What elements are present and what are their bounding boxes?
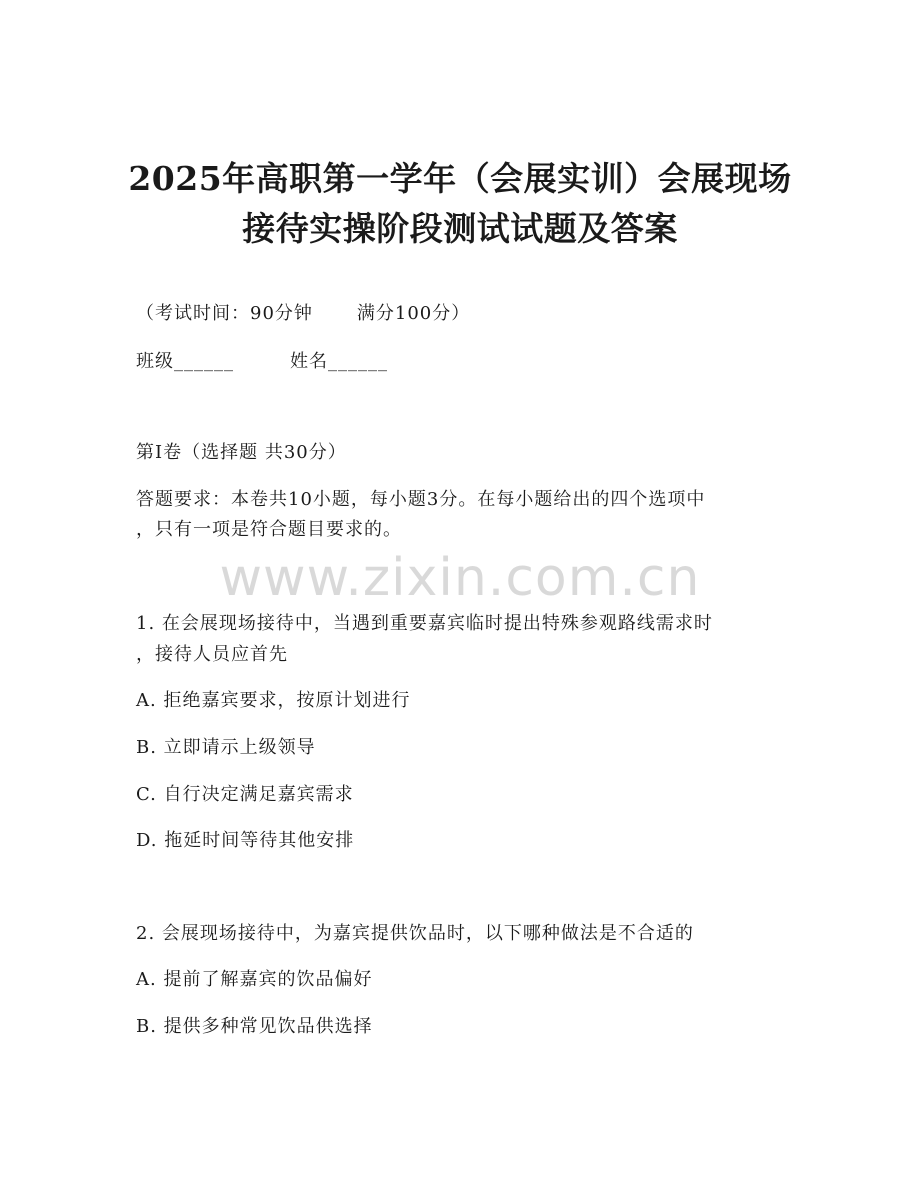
section-heading: 第I卷（选择题 共30分） (136, 442, 347, 463)
question-1-stem-line-1: 1. 在会展现场接待中，当遇到重要嘉宾临时提出特殊参观路线需求时 (136, 613, 713, 634)
question-1-option-a: A. 拒绝嘉宾要求，按原计划进行 (136, 690, 411, 711)
exam-time: （考试时间：90分钟 (136, 303, 313, 324)
question-1-option-c: C. 自行决定满足嘉宾需求 (136, 784, 354, 805)
question-1-option-d: D. 拖延时间等待其他安排 (136, 830, 355, 851)
question-2-option-b: B. 提供多种常见饮品供选择 (136, 1016, 373, 1037)
section-instructions-line-2: ，只有一项是符合题目要求的。 (136, 519, 402, 540)
student-fields (136, 350, 388, 374)
exam-score: 满分100分） (356, 303, 471, 324)
section-instructions-line-1: 答题要求：本卷共10小题，每小题3分。在每小题给出的四个选项中 (136, 489, 706, 510)
document-title-line-2: 接待实操阶段测试试题及答案 (242, 209, 678, 248)
question-1-option-b: B. 立即请示上级领导 (136, 737, 316, 758)
question-2-option-a: A. 提前了解嘉宾的饮品偏好 (136, 969, 373, 990)
document-title-line-1: 2025年高职第一学年（会展实训）会展现场 (128, 159, 792, 198)
name-field: 姓名______ (290, 351, 388, 372)
watermark: www.zixin.com.cn (219, 548, 701, 608)
exam-info (136, 302, 470, 326)
question-1-stem-line-2: ，接待人员应首先 (136, 644, 288, 665)
class-field: 班级______ (136, 351, 234, 372)
question-2-stem: 2. 会展现场接待中，为嘉宾提供饮品时，以下哪种做法是不合适的 (136, 923, 694, 944)
